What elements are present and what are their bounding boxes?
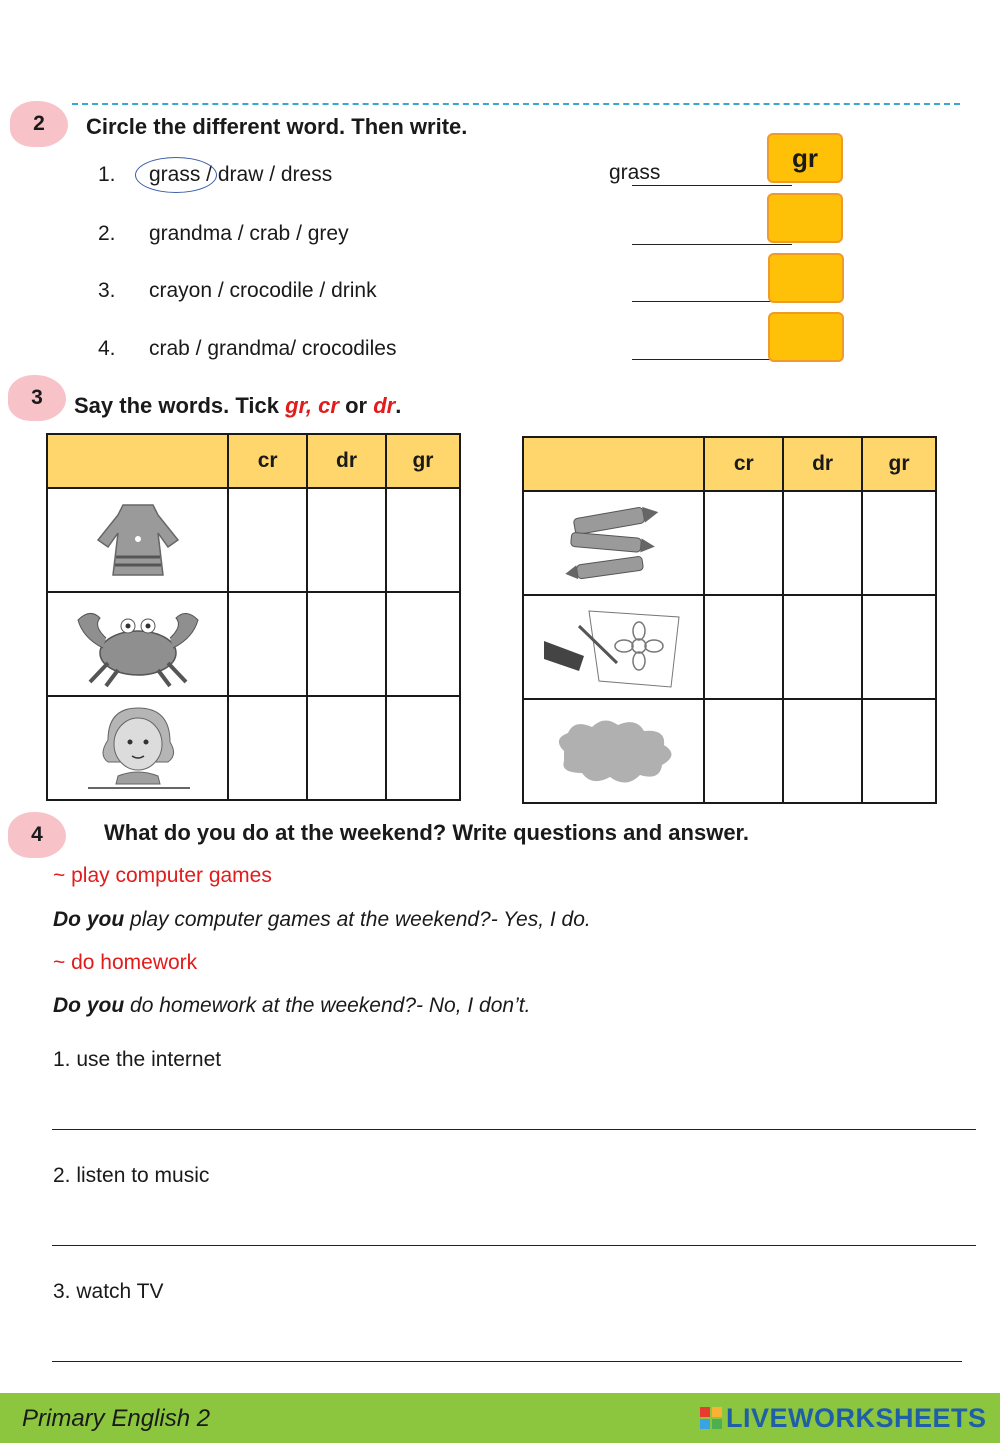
picture-cell xyxy=(523,699,704,803)
section-3-badge: 3 xyxy=(8,375,66,421)
footer-brand: LIVEWORKSHEETS xyxy=(726,1403,987,1433)
answer-line[interactable] xyxy=(632,301,772,302)
header-blank xyxy=(47,434,228,488)
puddle-icon xyxy=(544,711,684,791)
section-4-badge: 4 xyxy=(8,812,66,858)
tick-cell[interactable] xyxy=(704,699,783,803)
example-sentence xyxy=(53,994,530,1018)
item-number: 2. xyxy=(98,222,116,245)
answer-box[interactable] xyxy=(768,253,844,303)
item-words: grandma / crab / grey xyxy=(149,222,349,245)
header-gr: gr xyxy=(386,434,460,488)
tick-cell[interactable] xyxy=(862,595,936,699)
header-dr: dr xyxy=(307,434,386,488)
girl-face-icon xyxy=(78,700,198,796)
task-prompt: 3. watch TV xyxy=(53,1280,164,1303)
tick-cell[interactable] xyxy=(783,595,862,699)
answer-text[interactable]: grass xyxy=(609,161,661,184)
tick-cell[interactable] xyxy=(307,592,386,696)
title-text: Say the words. Tick xyxy=(74,393,280,418)
title-red-dr: dr xyxy=(373,393,396,418)
crab-icon xyxy=(68,598,208,690)
item-number: 4. xyxy=(98,337,116,360)
answer-line[interactable] xyxy=(52,1129,976,1130)
header-blank xyxy=(523,437,704,491)
title-period: . xyxy=(395,393,402,418)
footer-bar xyxy=(0,1393,1000,1443)
example-prompt: ~ do homework xyxy=(53,951,198,974)
picture-cell xyxy=(47,592,228,696)
answer-line[interactable] xyxy=(632,359,772,360)
item-words: grass / draw / dress xyxy=(149,163,333,186)
picture-cell xyxy=(523,595,704,699)
dress-icon xyxy=(88,495,188,585)
answer-line[interactable] xyxy=(632,244,792,245)
answer-line[interactable] xyxy=(52,1245,976,1246)
answer-line[interactable] xyxy=(52,1361,962,1362)
picture-cell xyxy=(47,488,228,592)
tick-cell[interactable] xyxy=(228,488,307,592)
header-dr: dr xyxy=(783,437,862,491)
tick-cell[interactable] xyxy=(228,592,307,696)
example-sentence xyxy=(53,908,591,932)
tick-cell[interactable] xyxy=(228,696,307,800)
task-prompt: 1. use the internet xyxy=(53,1048,222,1071)
example-rest: do homework at the weekend?- No, I don’t. xyxy=(130,994,531,1017)
tick-cell[interactable] xyxy=(783,491,862,595)
header-gr: gr xyxy=(862,437,936,491)
tick-cell[interactable] xyxy=(783,699,862,803)
picture-cell xyxy=(523,491,704,595)
example-prompt: ~ play computer games xyxy=(53,864,272,887)
item-number: 3. xyxy=(98,279,116,302)
title-or: or xyxy=(345,393,368,418)
tick-cell[interactable] xyxy=(307,488,386,592)
item-words: crayon / crocodile / drink xyxy=(149,279,377,302)
item-words: crab / grandma/ crocodiles xyxy=(149,337,397,360)
example-bold: Do you xyxy=(53,908,125,931)
section-3-title xyxy=(74,393,401,419)
item-number: 1. xyxy=(98,163,116,186)
answer-box[interactable] xyxy=(768,312,844,362)
liveworksheets-logo-icon xyxy=(700,1407,722,1429)
drawing-icon xyxy=(539,601,689,693)
answer-box[interactable]: gr xyxy=(767,133,843,183)
header-cr: cr xyxy=(704,437,783,491)
tick-cell[interactable] xyxy=(862,699,936,803)
picture-cell xyxy=(47,696,228,800)
section-2-badge: 2 xyxy=(10,101,68,147)
tick-table-right xyxy=(522,436,937,804)
task-prompt: 2. listen to music xyxy=(53,1164,210,1187)
section-4-title: What do you do at the weekend? Write questions and answer. xyxy=(104,820,750,845)
tick-cell[interactable] xyxy=(862,491,936,595)
tick-cell[interactable] xyxy=(704,595,783,699)
example-rest: play computer games at the weekend?- Yes, I do. xyxy=(130,908,591,931)
tick-cell[interactable] xyxy=(386,592,460,696)
section-2-title: Circle the different word. Then write. xyxy=(86,114,468,139)
footer-book-title: Primary English 2 xyxy=(22,1405,211,1432)
answer-box[interactable] xyxy=(767,193,843,243)
dashed-divider xyxy=(72,103,960,105)
tick-cell[interactable] xyxy=(386,696,460,800)
crayons-icon xyxy=(559,498,669,588)
header-cr: cr xyxy=(228,434,307,488)
example-bold: Do you xyxy=(53,994,125,1017)
tick-cell[interactable] xyxy=(386,488,460,592)
title-red-letters: gr, cr xyxy=(285,393,339,418)
answer-line[interactable] xyxy=(632,185,792,186)
tick-cell[interactable] xyxy=(307,696,386,800)
tick-cell[interactable] xyxy=(704,491,783,595)
circle-mark xyxy=(135,157,217,193)
tick-table-left xyxy=(46,433,461,801)
